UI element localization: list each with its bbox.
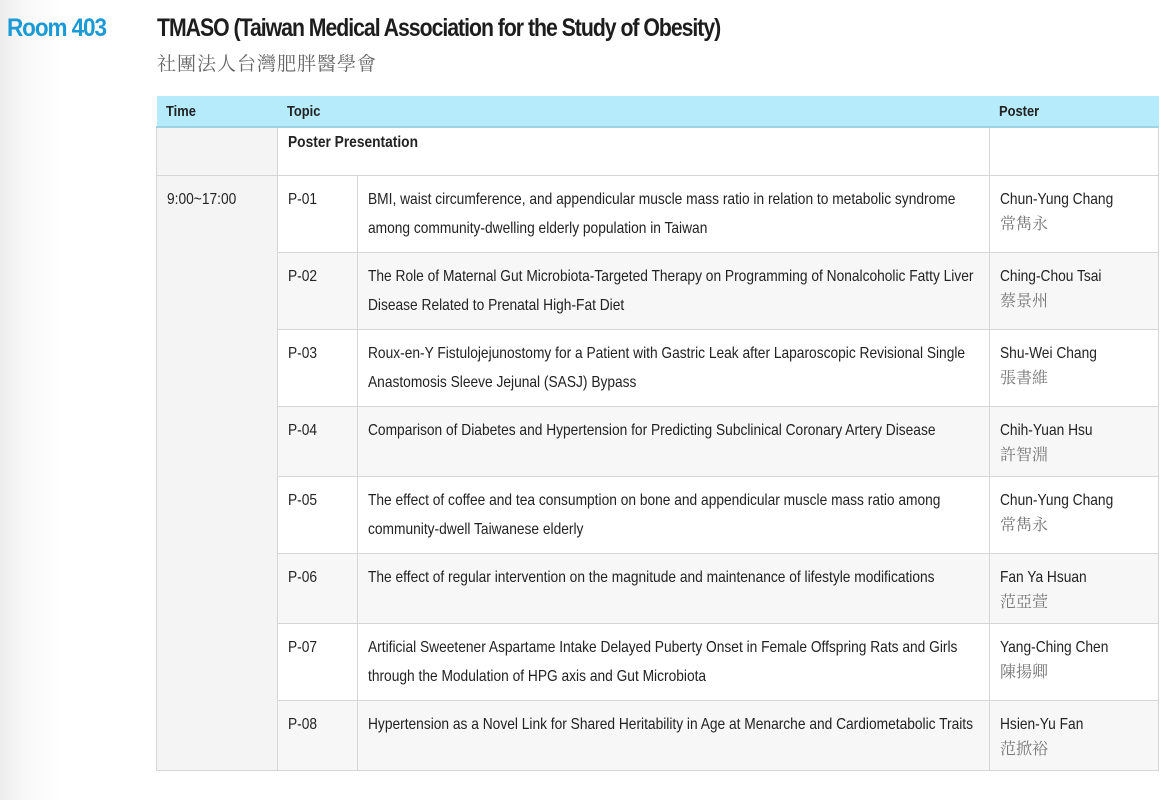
author-zh: 范掀裕 [1000, 741, 1049, 758]
poster-author [990, 477, 1159, 554]
author-zh: 常雋永 [1000, 517, 1049, 534]
author-zh: 常雋永 [1000, 216, 1049, 233]
header-row [157, 96, 1159, 127]
poster-code: P-03 [278, 330, 358, 407]
column-header-poster: Poster [990, 96, 1159, 127]
poster-author [990, 701, 1159, 771]
poster-author [990, 176, 1159, 253]
section-time-cell [157, 127, 278, 176]
author-en: Hsien-Yu Fan [1000, 716, 1084, 733]
poster-code: P-04 [278, 407, 358, 477]
author-en: Chun-Yung Chang [1000, 492, 1114, 509]
poster-topic: Roux-en-Y Fistulojejunostomy for a Patient with Gastric Leak after Laparoscopic Revisional Single Anastomosis Sleeve Jejunal (SASJ) Bypass [358, 330, 990, 407]
poster-code: P-05 [278, 477, 358, 554]
session-subtitle: 社團法人台灣肥胖醫學會 [157, 54, 378, 75]
poster-code: P-06 [278, 554, 358, 624]
room-label: Room 403 [7, 14, 106, 42]
poster-topic: Hypertension as a Novel Link for Shared Heritability in Age at Menarche and Cardiometabolic Traits [358, 701, 990, 771]
poster-code: P-08 [278, 701, 358, 771]
poster-code: P-02 [278, 253, 358, 330]
section-label: Poster Presentation [278, 127, 990, 176]
poster-code: P-01 [278, 176, 358, 253]
poster-topic: BMI, waist circumference, and appendicular muscle mass ratio in relation to metabolic syndrome among community-dwelling elderly population in Taiwan [358, 176, 990, 253]
table-row [157, 407, 1159, 477]
author-zh: 許智淵 [1000, 447, 1049, 464]
author-en: Shu-Wei Chang [1000, 345, 1097, 362]
author-zh: 蔡景州 [1000, 293, 1049, 310]
poster-topic: Artificial Sweetener Aspartame Intake Delayed Puberty Onset in Female Offspring Rats and Girls through the Modulation of HPG axis and Gut Microbiota [358, 624, 990, 701]
column-header-topic: Topic [278, 96, 990, 127]
time-slot: 9:00~17:00 [157, 176, 278, 771]
poster-topic: The effect of coffee and tea consumption on bone and appendicular muscle mass ratio among community-dwell Taiwanese elderly [358, 477, 990, 554]
poster-author [990, 407, 1159, 477]
author-en: Chih-Yuan Hsu [1000, 422, 1093, 439]
session-title: TMASO (Taiwan Medical Association for the Study of Obesity) [157, 14, 721, 42]
poster-code: P-07 [278, 624, 358, 701]
section-poster-cell [990, 127, 1159, 176]
author-en: Ching-Chou Tsai [1000, 268, 1102, 285]
section-row [157, 127, 1159, 176]
author-en: Fan Ya Hsuan [1000, 569, 1087, 586]
author-zh: 陳揚卿 [1000, 664, 1049, 681]
poster-topic: The Role of Maternal Gut Microbiota-Targeted Therapy on Programming of Nonalcoholic Fatty Liver Disease Related to Prenatal High-Fat Diet [358, 253, 990, 330]
table-row [157, 176, 1159, 253]
poster-author [990, 624, 1159, 701]
poster-author [990, 330, 1159, 407]
poster-topic: The effect of regular intervention on the magnitude and maintenance of lifestyle modifications [358, 554, 990, 624]
author-zh: 張書維 [1000, 370, 1049, 387]
table-row [157, 477, 1159, 554]
schedule-table [156, 96, 1159, 771]
poster-author [990, 554, 1159, 624]
poster-topic: Comparison of Diabetes and Hypertension for Predicting Subclinical Coronary Artery Disease [358, 407, 990, 477]
table-row [157, 554, 1159, 624]
poster-author [990, 253, 1159, 330]
column-header-time: Time [157, 96, 278, 127]
author-en: Chun-Yung Chang [1000, 191, 1114, 208]
table-row [157, 330, 1159, 407]
author-zh: 范亞萱 [1000, 594, 1049, 611]
table-row [157, 624, 1159, 701]
author-en: Yang-Ching Chen [1000, 639, 1109, 656]
table-row [157, 701, 1159, 771]
left-shade [0, 0, 150, 800]
table-row [157, 253, 1159, 330]
